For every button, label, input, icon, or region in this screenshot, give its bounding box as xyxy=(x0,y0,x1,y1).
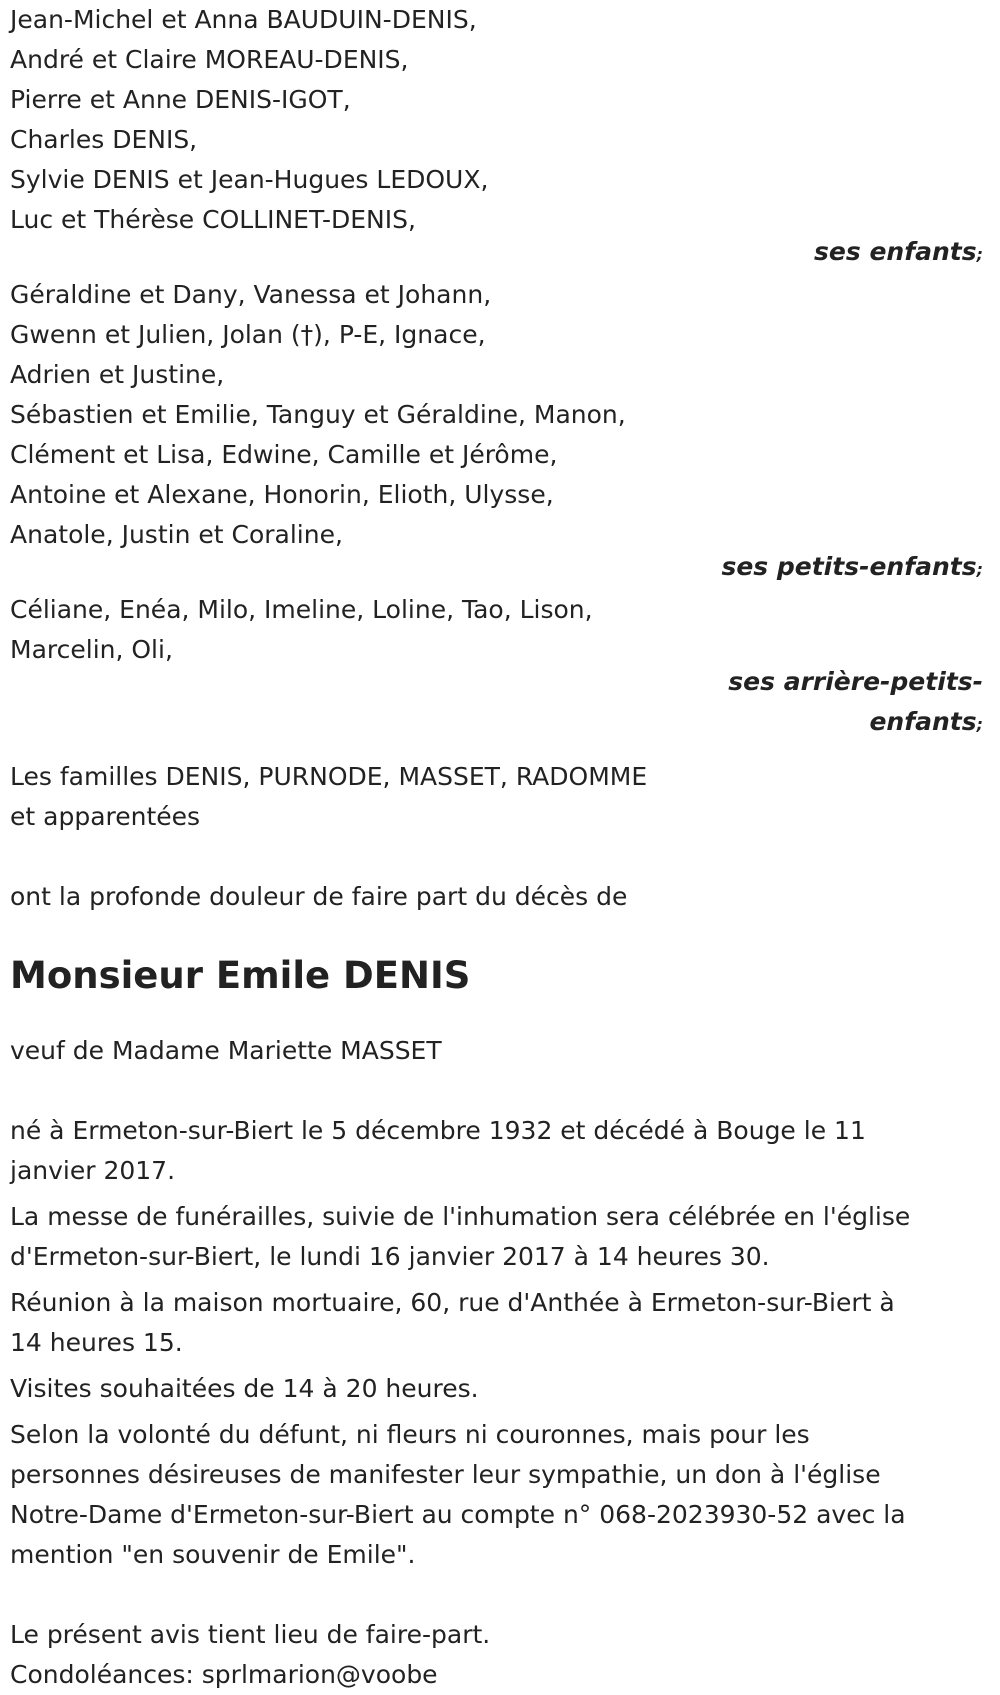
grandchild-name-line: Sébastien et Emilie, Tanguy et Géraldine, Manon, xyxy=(10,400,626,429)
great-grandchildren-names xyxy=(10,590,983,670)
footer xyxy=(10,1615,983,1695)
grandchild-name-line: Gwenn et Julien, Jolan (†), P-E, Ignace, xyxy=(10,320,486,349)
relation-text-line1: ses arrière-petits- xyxy=(728,667,983,696)
paragraph-line: La messe de funérailles, suivie de l'inhumation sera célébrée en l'église xyxy=(10,1202,911,1231)
paragraph-line: d'Ermeton-sur-Biert, le lundi 16 janvier 2017 à 14 heures 30. xyxy=(10,1242,770,1271)
paragraph-line: Réunion à la maison mortuaire, 60, rue d'Anthée à Ermeton-sur-Biert à xyxy=(10,1288,895,1317)
grandchild-name-line: Antoine et Alexane, Honorin, Elioth, Ulysse, xyxy=(10,480,554,509)
child-name-line: Charles DENIS, xyxy=(10,125,198,154)
children-group xyxy=(10,0,983,275)
relation-text-line2: enfants xyxy=(869,707,977,736)
relation-semicolon: ; xyxy=(976,560,983,579)
birth-death-paragraph xyxy=(10,1111,983,1191)
relation-semicolon: ; xyxy=(976,245,983,264)
paragraph-line: Notre-Dame d'Ermeton-sur-Biert au compte n° 068-2023930-52 avec la xyxy=(10,1500,906,1529)
great-grandchildren-group xyxy=(10,590,983,745)
great-grandchild-name-line: Marcelin, Oli, xyxy=(10,635,173,664)
relation-text: ses petits-enfants xyxy=(721,552,977,581)
grandchildren-group xyxy=(10,275,983,590)
paragraph-line: personnes désireuses de manifester leur sympathie, un don à l'église xyxy=(10,1460,881,1489)
paragraph-line: janvier 2017. xyxy=(10,1156,176,1185)
child-name-line: Pierre et Anne DENIS-IGOT, xyxy=(10,85,351,114)
child-name-line: Luc et Thérèse COLLINET-DENIS, xyxy=(10,205,416,234)
relation-text-line2-wrap xyxy=(10,702,983,745)
funeral-mass-paragraph xyxy=(10,1197,983,1277)
notice-text: Le présent avis tient lieu de faire-part. xyxy=(10,1620,491,1649)
paragraph-line: mention "en souvenir de Emile". xyxy=(10,1540,416,1569)
child-name-line: Sylvie DENIS et Jean-Hugues LEDOUX, xyxy=(10,165,489,194)
families-line: et apparentées xyxy=(10,802,201,831)
relation-semicolon: ; xyxy=(976,715,983,734)
great-grandchild-name-line: Céliane, Enéa, Milo, Imeline, Loline, Tao, Lison, xyxy=(10,595,593,624)
grandchild-name-line: Anatole, Justin et Coraline, xyxy=(10,520,343,549)
grandchild-name-line: Géraldine et Dany, Vanessa et Johann, xyxy=(10,280,492,309)
families-paragraph xyxy=(10,757,983,837)
paragraph-line: 14 heures 15. xyxy=(10,1328,183,1357)
paragraph-line: né à Ermeton-sur-Biert le 5 décembre 1932 et décédé à Bouge le 11 xyxy=(10,1116,866,1145)
children-names xyxy=(10,0,983,240)
great-grandchildren-relation-label xyxy=(10,662,983,745)
announcement-text: ont la profonde douleur de faire part du décès de xyxy=(10,882,628,911)
child-name-line: André et Claire MOREAU-DENIS, xyxy=(10,45,409,74)
families-line: Les familles DENIS, PURNODE, MASSET, RADOMME xyxy=(10,762,648,791)
widow-text: veuf de Madame Mariette MASSET xyxy=(10,1036,442,1065)
meeting-paragraph xyxy=(10,1283,983,1363)
condolences-text: Condoléances: sprlmarion@voobe xyxy=(10,1660,438,1689)
grandchild-name-line: Adrien et Justine, xyxy=(10,360,225,389)
child-name-line: Jean-Michel et Anna BAUDUIN-DENIS, xyxy=(10,5,477,34)
grandchildren-names xyxy=(10,275,983,555)
grandchild-name-line: Clément et Lisa, Edwine, Camille et Jérôme, xyxy=(10,440,558,469)
visits-text: Visites souhaitées de 14 à 20 heures. xyxy=(10,1374,479,1403)
relation-text: ses enfants xyxy=(814,237,977,266)
paragraph-line: Selon la volonté du défunt, ni fleurs ni couronnes, mais pour les xyxy=(10,1420,810,1449)
deceased-name: Monsieur Emile DENIS xyxy=(10,954,471,997)
donation-paragraph xyxy=(10,1415,983,1575)
